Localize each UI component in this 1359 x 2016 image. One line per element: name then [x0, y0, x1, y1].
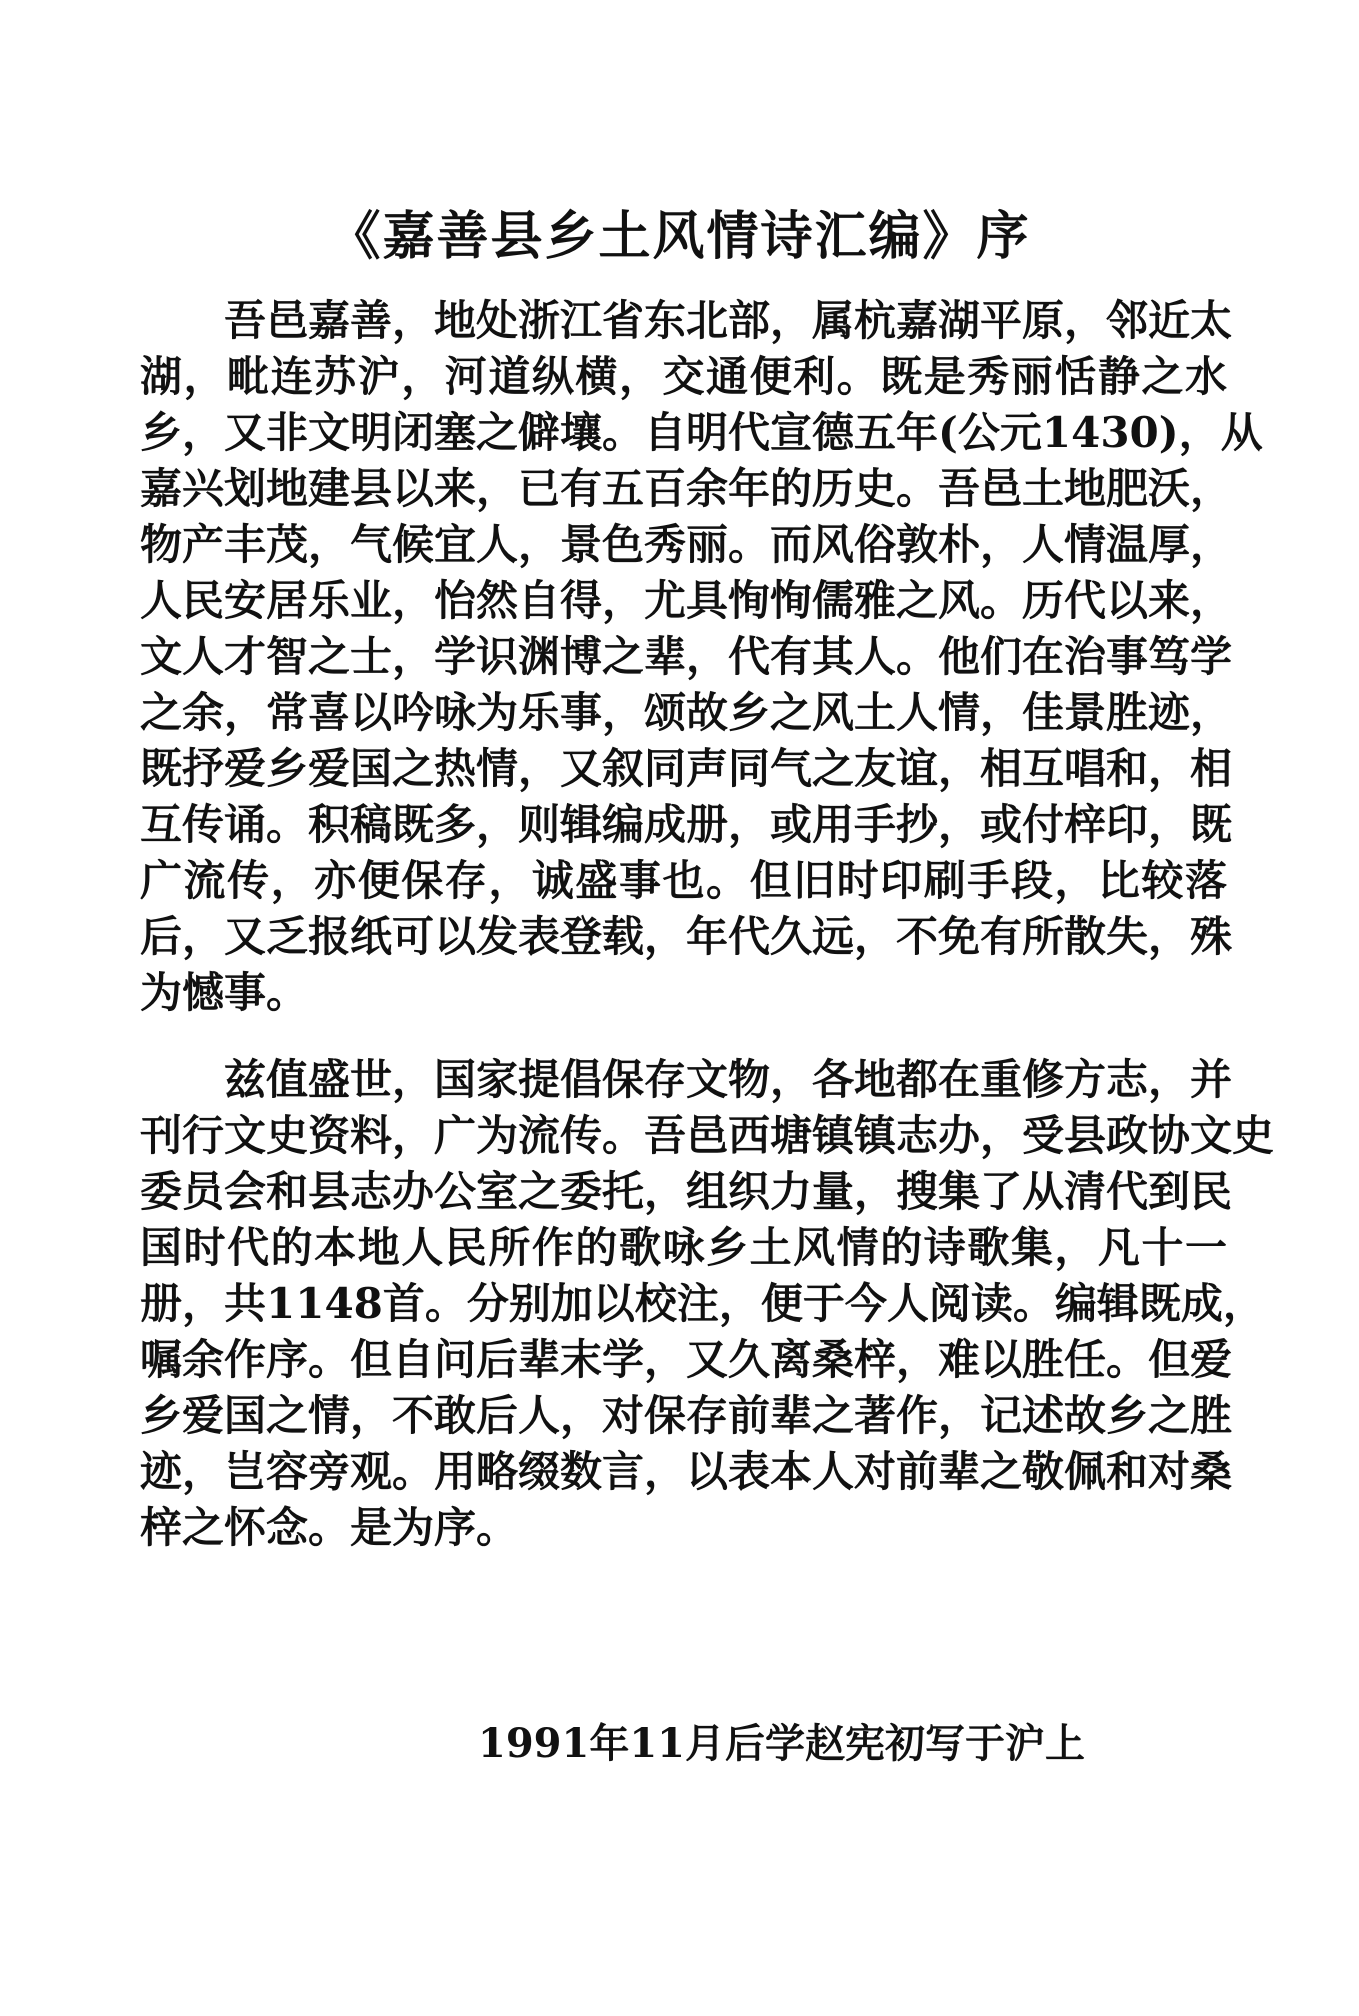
paragraph-1-line-1: 吾邑嘉善，地处浙江省东北部，属杭嘉湖平原，邻近太 — [224, 296, 1233, 345]
paragraph-1-line-2: 湖，毗连苏沪，河道纵横，交通便利。既是秀丽恬静之水 — [140, 352, 1227, 401]
paragraph-2-line-7: 乡爱国之情，不敢后人，对保存前辈之著作，记述故乡之胜 — [140, 1391, 1233, 1440]
document-title: 《嘉善县乡土风情诗汇编》序 — [328, 206, 1031, 267]
paragraph-2-line-3: 委员会和县志办公室之委托，组织力量，搜集了从清代到民 — [140, 1167, 1233, 1216]
paragraph-1-line-3: 乡，又非文明闭塞之僻壤。自明代宣德五年(公元1430)，从 — [140, 408, 1263, 457]
paragraph-2-line-4: 国时代的本地人民所作的歌咏乡土风情的诗歌集，凡十一 — [140, 1223, 1227, 1272]
paragraph-2-line-5: 册，共1148首。分别加以校注，便于今人阅读。编辑既成， — [140, 1279, 1265, 1328]
paragraph-1-line-10: 互传诵。积稿既多，则辑编成册，或用手抄，或付梓印，既 — [140, 800, 1233, 849]
paragraph-1-line-9: 既抒爱乡爱国之热情，又叙同声同气之友谊，相互唱和，相 — [140, 744, 1233, 793]
signature-date-author: 1991年11月后学赵宪初写于沪上 — [478, 1720, 1085, 1767]
paragraph-2-line-8: 迹，岂容旁观。用略缀数言，以表本人对前辈之敬佩和对桑 — [140, 1447, 1233, 1496]
paragraph-1-line-4: 嘉兴划地建县以来，已有五百余年的历史。吾邑土地肥沃， — [140, 464, 1233, 513]
paragraph-1-line-7: 文人才智之士，学识渊博之辈，代有其人。他们在治事笃学 — [140, 632, 1233, 681]
paragraph-1-line-11: 广流传，亦便保存，诚盛事也。但旧时印刷手段，比较落 — [140, 856, 1227, 905]
paragraph-2-line-2: 刊行文史资料，广为流传。吾邑西塘镇镇志办，受县政协文史 — [140, 1111, 1275, 1160]
paragraph-2-line-1: 兹值盛世，国家提倡保存文物，各地都在重修方志，并 — [224, 1055, 1233, 1104]
paragraph-1-line-5: 物产丰茂，气候宜人，景色秀丽。而风俗敦朴，人情温厚， — [140, 520, 1233, 569]
paragraph-1-line-8: 之余，常喜以吟咏为乐事，颂故乡之风土人情，佳景胜迹， — [140, 688, 1233, 737]
paragraph-1-line-12: 后，又乏报纸可以发表登载，年代久远，不免有所散失，殊 — [140, 912, 1233, 961]
paragraph-2-line-6: 嘱余作序。但自问后辈末学，又久离桑梓，难以胜任。但爱 — [140, 1335, 1233, 1384]
paragraph-2-line-9: 梓之怀念。是为序。 — [140, 1503, 519, 1552]
paragraph-1-line-13: 为憾事。 — [140, 968, 309, 1017]
paragraph-1-line-6: 人民安居乐业，怡然自得，尤具恂恂儒雅之风。历代以来， — [140, 576, 1233, 625]
